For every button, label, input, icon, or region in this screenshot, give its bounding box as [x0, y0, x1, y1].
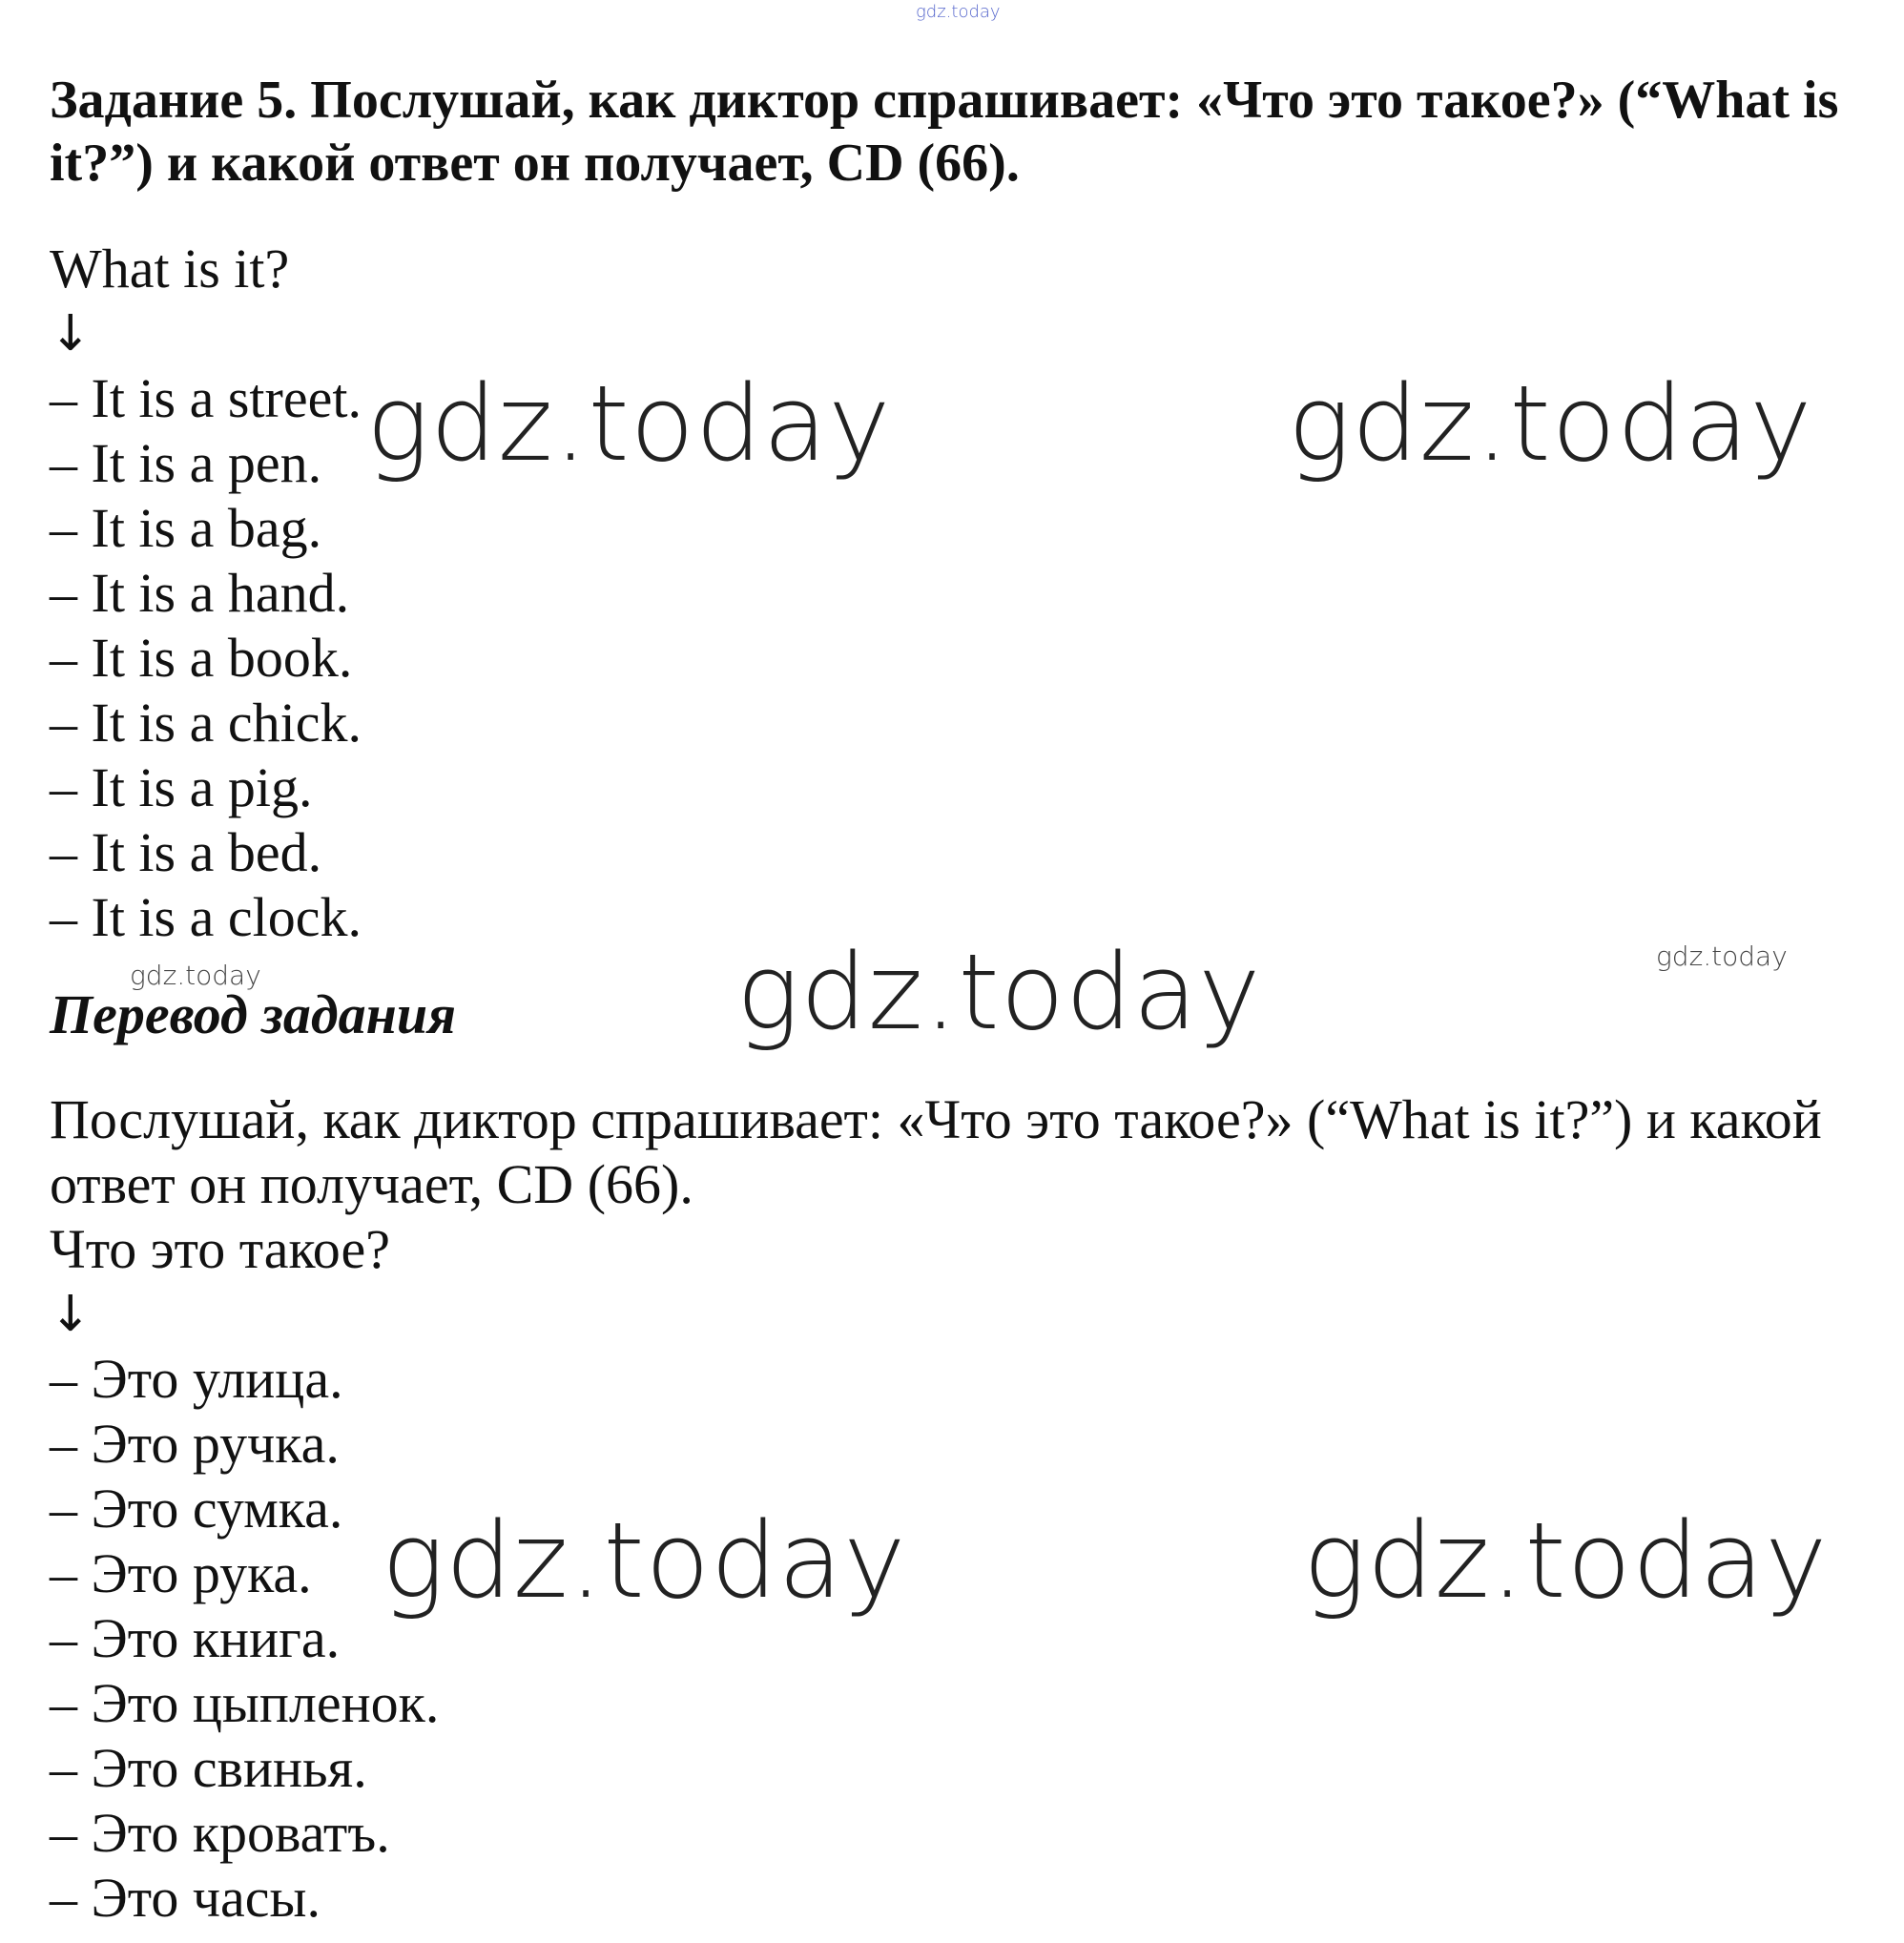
watermark-large-3: gdz.today — [736, 931, 1262, 1053]
russian-question: Что это такое? — [50, 1218, 390, 1280]
english-answer: – It is a bed. — [50, 821, 322, 883]
english-answer: – It is a clock. — [50, 886, 362, 948]
english-answer: – It is a pen. — [50, 432, 322, 494]
russian-answer: – Это сумка. — [50, 1478, 343, 1540]
russian-answer: – Это цыпленок. — [50, 1672, 440, 1734]
watermark-small-2: gdz.today — [1656, 940, 1788, 972]
russian-dialogue — [50, 1217, 439, 1931]
english-answer: – It is a book. — [50, 627, 353, 689]
russian-answer: – Это свинья. — [50, 1737, 367, 1799]
watermark-small-1: gdz.today — [130, 960, 261, 991]
english-answer: – It is a pig. — [50, 756, 313, 818]
watermark-large-2: gdz.today — [1288, 362, 1813, 485]
russian-answer: – Это рука. — [50, 1542, 312, 1604]
russian-answer: – Это кроватъ. — [50, 1802, 390, 1864]
russian-answer: – Это часы. — [50, 1867, 321, 1929]
english-answer: – It is a bag. — [50, 497, 322, 559]
watermark-top: gdz.today — [916, 2, 1001, 22]
watermark-large-5: gdz.today — [1303, 1499, 1829, 1622]
down-arrow-icon: ↓ — [50, 1286, 92, 1343]
translation-heading: Перевод задания — [50, 983, 456, 1045]
down-arrow-icon: ↓ — [50, 305, 92, 362]
watermark-large-4: gdz.today — [382, 1499, 907, 1622]
task-title: Задание 5. Послушай, как диктор спрашивает: «Что это такое?» (“What is it?”) и какой ответ он получает, CD (66). — [50, 71, 1839, 193]
english-dialogue — [50, 237, 362, 950]
english-answer: – It is a street. — [50, 367, 362, 429]
translation-intro: Послушай, как диктор спрашивает: «Что это такое?» (“What is it?”) и какой ответ он получает, CD (66). — [50, 1088, 1822, 1215]
russian-answer: – Это улица. — [50, 1348, 343, 1410]
russian-answer: – Это ручка. — [50, 1413, 340, 1475]
english-answer: – It is a chick. — [50, 692, 362, 754]
watermark-large-1: gdz.today — [366, 362, 892, 485]
english-question: What is it? — [50, 238, 290, 300]
english-answer: – It is a hand. — [50, 562, 350, 624]
russian-answer: – Это книга. — [50, 1607, 341, 1669]
